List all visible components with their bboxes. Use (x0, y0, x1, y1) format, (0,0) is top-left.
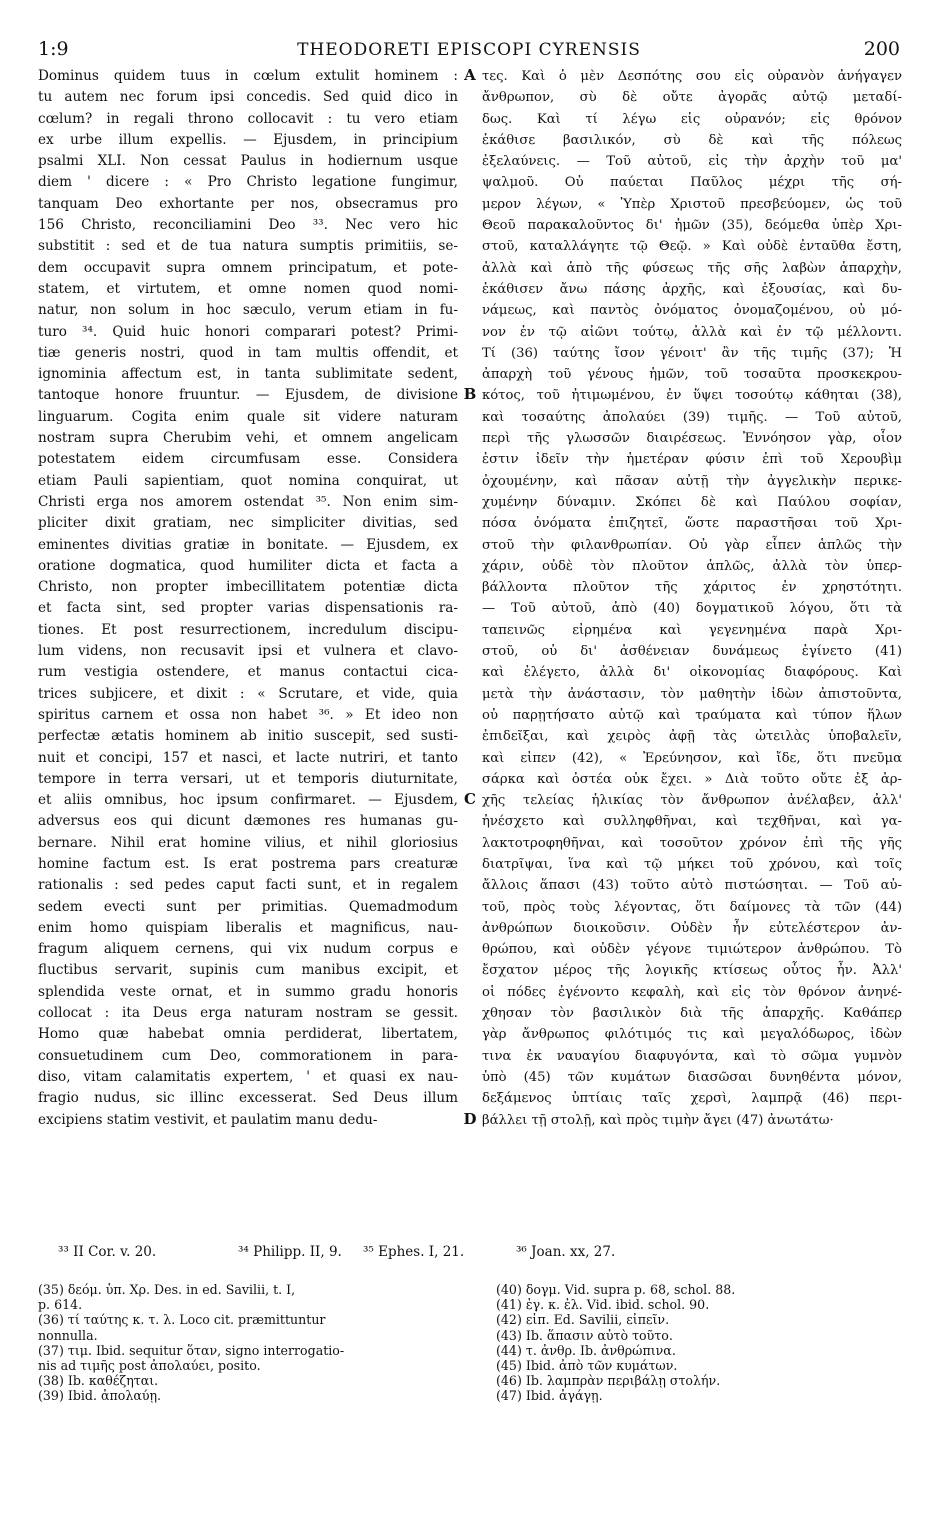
greek-text-line: χθησαν τὸν βασιλικὸν διὰ τῆς ἀπαρχῆς. Καθάπερ (482, 1006, 902, 1022)
latin-text-line: adversus eos qui dicunt dæmones res humanas gu- (38, 813, 458, 830)
greek-text-line: θρώπου, καὶ οὐδὲν γέγονε τιμιώτερον ἀνθρώπου. Τὸ (482, 942, 902, 958)
greek-text-line: διατρῖψαι, ἵνα καὶ τῷ μήκει τοῦ χρόνου, καὶ τοῖς (482, 856, 902, 872)
latin-text-line: ignominia affectum est, in tanta sublimitate sedent, (38, 366, 458, 383)
greek-text-line: οὐ παρῃτήσατο αὐτῷ καὶ τραύματα καὶ τύπον ἥλων (482, 707, 902, 723)
latin-text-line: substitit : sed et de tua natura sumptis primitiis, se- (38, 238, 458, 255)
editor-note-line: (37) τιμ. Ibid. sequitur ὅταν, signo interrogatio- (38, 1342, 345, 1358)
latin-text-line: oratione dogmatica, quod humiliter dicta et facta a (38, 557, 458, 574)
latin-text-line: diso, vitam calamitatis expertem, ' et quasi ex nau- (38, 1068, 458, 1085)
editor-note-line: (40) δογμ. Vid. supra p. 68, schol. 88. (496, 1282, 736, 1297)
editor-note-line: (39) Ibid. ἀπολαύῃ. (38, 1388, 162, 1404)
greek-text-line: ἔσχατον μέρος τῆς λογικῆς κτίσεως οὗτος ἦν. Ἀλλ' (482, 963, 902, 979)
latin-text-line: lum videns, non recusavit ipsi et vulnera et clavo- (38, 643, 458, 660)
editor-note-line: (42) εἰπ. Ed. Savilii, εἰπεῖν. (496, 1312, 670, 1328)
greek-text-line: οἱ πόδες ἐγένοντο κεφαλὴ, καὶ εἰς τὸν θρόνον ἀνηνέ- (482, 984, 902, 1000)
latin-text-line: collocat : ita Deus erga naturam nostram se gessit. (38, 1005, 458, 1022)
running-title: THEODORETI EPISCOPI CYRENSIS (297, 40, 641, 60)
editor-note-line: (44) τ. ἀνθρ. Ib. ἀνθρώπινα. (496, 1342, 676, 1358)
latin-text-line: 156 Christo, reconciliamini Deo ³³. Nec vero hic (38, 217, 458, 234)
scripture-ref: ³³ II Cor. v. 20. (58, 1244, 157, 1260)
greek-text-line: καὶ εἰπεν (42), « Ἐρεύνησον, καὶ ἴδε, ὅτι πνεῦμα (482, 750, 902, 766)
greek-text-line: ἐκάθισε βασιλικόν, σὺ δὲ καὶ τῆς πόλεως (482, 132, 902, 148)
latin-text-line: natur, non solum in hoc sæculo, verum etiam in fu- (38, 302, 458, 319)
greek-text-line: περὶ τῆς γλωσσῶν διαιρέσεως. Ἐννόησον γὰρ, οἷον (482, 431, 902, 447)
latin-text-line: tantoque honore fruuntur. — Ejusdem, de divisione (38, 387, 458, 404)
editor-notes-left (38, 1282, 458, 1404)
greek-text-line: στοῦ, οὐ δι' ἀσθένειαν δυνάμεως ἐγίνετο (41) (482, 644, 902, 660)
greek-text-line: γὰρ ἄνθρωπος φιλότιμός τις καὶ μεγαλόδωρος, ἰδὼν (482, 1027, 902, 1043)
greek-text-line: ἄλλοις ἅπασι (43) τοῦτο αὐτὸ πιστώσηται. — Τοῦ αὐ- (482, 878, 902, 894)
greek-text-line: μετὰ τὴν ἀνάστασιν, τὸν μαθητὴν ἰδὼν ἀπιστοῦντα, (482, 686, 902, 702)
latin-text-line: sedem evecti sunt per primitias. Quemadmodum (38, 898, 458, 915)
greek-text-line: ὑπὸ (45) τῶν κυμάτων διασῶσαι δυνηθέντα μόνον, (482, 1069, 902, 1085)
greek-text-line: νον ἐν τῷ αἰῶνι τούτῳ, ἀλλὰ καὶ ἐν τῷ μέλλοντι. (482, 324, 902, 340)
greek-text-line: ὀχουμένην, καὶ πᾶσαν αὐτῇ τὴν ἀγγελικὴν περικε- (482, 473, 902, 489)
editor-note-line: (35) δεόμ. ὑπ. Χρ. Des. in ed. Savilii, t. I, (38, 1282, 296, 1297)
margin-letter-a: A (464, 66, 476, 84)
latin-text-line: nostram supra Cherubim vehi, et omnem angelicam (38, 430, 458, 447)
latin-text-line: Dominus quidem tuus in cœlum extulit hominem : (38, 68, 458, 84)
latin-text-line: tempore in terra versari, ut et temporis diuturnitate, (38, 770, 458, 787)
greek-text-line: — Τοῦ αὐτοῦ, ἀπὸ (40) δογματικοῦ λόγου, ὅτι τὰ (482, 601, 902, 617)
greek-text-line: ἐξελαύνεις. — Τοῦ αὐτοῦ, εἰς τὴν ἀρχὴν τοῦ μα' (482, 154, 902, 170)
latin-text-line: tiæ generis nostri, quod in tam multis offendit, et (38, 344, 458, 361)
greek-text-line: πόσα ὀνόματα ἐπιζητεῖ, ὥστε παραστῆσαι τοῦ Χρι- (482, 516, 902, 532)
greek-text-line: ταπεινῶς εἰρημένα καὶ γεγενημένα παρὰ Χρι- (482, 622, 902, 638)
greek-text-line: καὶ ἐλέγετο, ἀλλὰ δι' οἰκονομίας διαφόρους. Καὶ (482, 665, 902, 681)
greek-text-line: βάλλοντα πλοῦτον τῆς χάριτος ἐν χρηστότητι. (482, 580, 902, 596)
editor-note-line: p. 614. (38, 1297, 83, 1313)
editor-note-line: nis ad τιμῆς post ἀπολαύει, posito. (38, 1358, 261, 1374)
latin-text-line: linguarum. Cogita enim quale sit videre naturam (38, 408, 458, 425)
greek-text-line: τοῦ, πρὸς τοὺς λέγοντας, ὅτι δαίμονες τὰ τῶν (44) (482, 899, 902, 915)
greek-text-line: βάλλει τῇ στολῇ, καὶ πρὸς τιμὴν ἄγει (47) ἀνωτάτω· (482, 1112, 834, 1128)
greek-text-line: τινα ἐκ ναυαγίου διαφυγόντα, καὶ τὸ σῶμα γυμνὸν (482, 1048, 902, 1064)
editor-notes-right (496, 1282, 900, 1404)
margin-letter-b: B (463, 385, 477, 403)
latin-column (38, 66, 458, 1131)
editor-note-line: (45) Ibid. ἀπὸ τῶν κυμάτων. (496, 1358, 678, 1374)
latin-text-line: fragum aliquem cernens, qui vix nudum corpus e (38, 941, 458, 958)
editor-note-line: nonnulla. (38, 1327, 98, 1343)
editor-note-line: (41) ἐγ. κ. ἐλ. Vid. ibid. schol. 90. (496, 1297, 710, 1313)
greek-text-line: χάριν, οὐδὲ τὸν πλοῦτον ἁπλῶς, ἀλλὰ τὸν ὑπερ- (482, 558, 902, 574)
latin-text-line: ex urbe illum expellis. — Ejusdem, in principium (38, 131, 458, 148)
latin-text-line: dem occupavit supra omnem principatum, et pote- (38, 259, 458, 276)
editor-note-line: (36) τί ταύτης κ. τ. λ. Loco cit. præmittuntur (38, 1312, 326, 1328)
latin-text-line: rum vestigia ostendere, et manus contactui cica- (38, 664, 458, 681)
latin-text-line: consuetudinem cum Deo, commorationem in para- (38, 1047, 458, 1064)
greek-text-line: τες. Καὶ ὁ μὲν Δεσπότης σου εἰς οὐρανὸν ἀνήγαγεν (482, 69, 902, 84)
greek-text-line: λακτοτροφηθῆναι, καὶ τοσοῦτον χρόνον ἐπὶ τῆς γῆς (482, 835, 902, 851)
latin-text-line: turo ³⁴. Quid huic honori comparari potest? Primi- (38, 323, 458, 340)
latin-text-line: enim homo quispiam liberalis et magnificus, nau- (38, 919, 458, 936)
latin-text-line: et aliis omnibus, hoc ipsum confirmaret. — Ejusdem, (38, 792, 458, 809)
greek-text-line: ἀλλὰ καὶ ἀπὸ τῆς φύσεως τῆς σῆς λαβὼν ἀπαρχὴν, (482, 260, 902, 276)
greek-text-line: δεξάμενος ὑπτίαις ταῖς χερσὶ, λαμπρᾷ (46) περι- (482, 1091, 902, 1107)
greek-text-line: ἀπαρχὴ τοῦ γένους ἡμῶν, τοῦ τοσαῦτα προσκεκρου- (482, 367, 902, 383)
latin-text-line: splendida veste ornat, et in summo gradu honoris (38, 983, 458, 1000)
editor-note-line: (43) Ib. ἅπασιν αὐτὸ τοῦτο. (496, 1327, 673, 1343)
greek-text-line: νάμεως, καὶ παντὸς ὀνόματος ὀνομαζομένου, οὐ μό- (482, 303, 902, 319)
latin-text-line: cœlum? in regali throno collocavit : tu vero etiam (38, 110, 458, 127)
latin-text-line: Homo quæ habebat omnia perdiderat, libertatem, (38, 1026, 458, 1043)
greek-text-line: χῆς τελείας ἡλικίας τὸν ἄνθρωπον ἀνέλαβεν, ἀλλ' (482, 793, 902, 809)
latin-text-line: fluctibus servarit, supinis cum manibus excipit, et (38, 962, 458, 979)
margin-letter-d: D (463, 1110, 477, 1128)
latin-text-line: tanquam Deo exhortante per nos, obsecramus pro (38, 195, 458, 212)
greek-text-line: δως. Καὶ τί λέγω εἰς οὐρανόν; εἰς θρόνον (482, 111, 902, 127)
latin-text-line: perfectæ ætatis hominem ab initio suscepit, sed susti- (38, 728, 458, 745)
latin-text-line: Christo, non propter imbecillitatem potentiæ dicta (38, 579, 458, 596)
latin-text-line: trices subjicere, et dixit : « Scrutare, et vide, quia (38, 685, 458, 702)
editor-note-line: (46) Ib. λαμπρὰν περιβάλῃ στολήν. (496, 1373, 721, 1389)
latin-text-line: spiritus carnem et ossa non habet ³⁶. » Et ideo non (38, 706, 458, 723)
latin-text-line: Christi erga nos amorem ostendat ³⁵. Non enim sim- (38, 493, 458, 510)
latin-text-line: tiones. Et post resurrectionem, incredulum discipu- (38, 621, 458, 638)
latin-text-line: excipiens statim vestivit, et paulatim manu dedu- (38, 1111, 378, 1128)
greek-text-line: ἠνέσχετο καὶ συλληφθῆναι, καὶ τεχθῆναι, καὶ γα- (482, 814, 902, 830)
latin-text-line: et facta sint, sed propter varias dispensationis ra- (38, 600, 458, 617)
latin-text-line: bernare. Nihil erat homine vilius, et nihil gloriosius (38, 834, 458, 851)
greek-column (482, 66, 902, 1131)
greek-text-line: στοῦ τὴν φιλανθρωπίαν. Οὐ γὰρ εἶπεν ἁπλῶς τὴν (482, 537, 902, 553)
greek-text-line: σάρκα καὶ ὀστέα οὐκ ἔχει. » Διὰ τοῦτο οὔτε ἐξ ἀρ- (482, 771, 902, 787)
greek-text-line: μερον λέγων, « Ὑπὲρ Χριστοῦ πρεσβεύομεν, ὡς τοῦ (482, 196, 902, 212)
greek-text-line: χυμένην δύναμιν. Σκόπει δὲ καὶ Παύλου σοφίαν, (482, 494, 902, 510)
latin-text-line: etiam Pauli sapientiam, quot nomina conquirat, ut (38, 472, 458, 489)
margin-letter-c: C (464, 790, 476, 808)
latin-text-line: eminentes divitias gratiæ in bonitate. — Ejusdem, ex (38, 536, 458, 553)
latin-text-line: diem ' dicere : « Pro Christo legatione fungimur, (38, 174, 458, 191)
greek-text-line: ἄνθρωπον, σὺ δὲ οὔτε ἀγορᾶς αὐτῷ μεταδί- (482, 90, 902, 106)
latin-text-line: potestatem eidem circumfusam esse. Considera (38, 451, 458, 468)
greek-text-line: στοῦ, καταλλάγητε τῷ Θεῷ. » Καὶ οὐδὲ ἐνταῦθα ἔστη, (482, 239, 902, 255)
scripture-ref: ³⁶ Joan. xx, 27. (516, 1244, 616, 1260)
editor-note-line: (47) Ibid. ἀγάγῃ. (496, 1388, 603, 1404)
editor-note-line: (38) Ib. καθέζηται. (38, 1373, 159, 1389)
latin-text-line: pliciter dixit gratiam, nec simpliciter divitias, sed (38, 515, 458, 532)
latin-text-line: nuit et concipi, 157 et nasci, et lacte nutriri, et tanto (38, 749, 458, 766)
latin-text-line: psalmi XLI. Non cessat Paulus in hodiernum usque (38, 153, 458, 170)
greek-text-line: Τί (36) ταύτης ἴσον γένοιτ' ἂν τῆς τιμῆς (37); Ἡ (482, 345, 902, 361)
greek-text-line: ἐπιδεῖξαι, καὶ χειρὸς ἀφῇ τὰς ὠτειλὰς ὑποβαλεῖν, (482, 729, 902, 745)
scripture-ref: ³⁴ Philipp. II, 9. (238, 1244, 342, 1260)
greek-text-line: ἀνθρώπων διοικοῦσιν. Οὐδὲν ἦν εὐτελέστερον ἀν- (482, 920, 902, 936)
greek-text-line: Θεοῦ παρακαλοῦντος δι' ἡμῶν (35), δεόμεθα ὑπὲρ Χρι- (482, 218, 902, 234)
greek-text-line: κότος, τοῦ ἠτιμωμένου, ἐν ὕψει τοσούτῳ κάθηται (38), (482, 388, 902, 404)
latin-text-line: statem, et virtutem, et omne nomen quod nomi- (38, 280, 458, 297)
running-header (38, 38, 900, 64)
scripture-ref: ³⁵ Ephes. I, 21. (363, 1244, 465, 1260)
page-number-left: 1:9 (38, 38, 69, 60)
latin-text-line: homine factum est. Is erat postrema pars creaturæ (38, 855, 458, 872)
page-number-right: 200 (863, 38, 900, 60)
latin-text-line: rationalis : sed pedes caput facti sunt, et in regalem (38, 877, 458, 894)
latin-text-line: fragio nudus, sic illinc excesserat. Sed Deus illum (38, 1090, 458, 1107)
greek-text-line: ἐκάθισεν ἄνω πάσης ἀρχῆς, καὶ ἐξουσίας, καὶ δυ- (482, 281, 902, 297)
latin-text-line: tu autem nec forum ipsi concedis. Sed quid dico in (38, 89, 458, 106)
greek-text-line: ἐστιν ἰδεῖν τὴν ἡμετέραν φύσιν ἐπὶ τοῦ Χερουβὶμ (482, 452, 902, 468)
greek-text-line: καὶ τοσαύτης ἀπολαύει (39) τιμῆς. — Τοῦ αὐτοῦ, (482, 409, 902, 425)
greek-text-line: ψαλμοῦ. Οὐ παύεται Παῦλος μέχρι τῆς σή- (482, 175, 902, 191)
